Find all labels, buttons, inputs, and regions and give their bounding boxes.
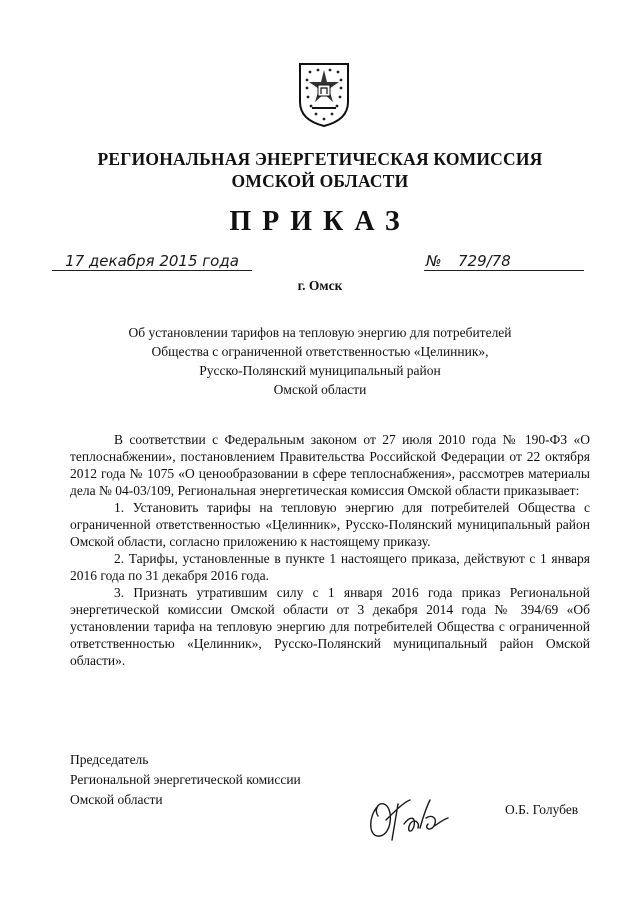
handwritten-number: 729/78 bbox=[458, 252, 511, 270]
subject-line: Общества с ограниченной ответственностью «Целинник», bbox=[151, 344, 489, 359]
organization-name bbox=[0, 148, 640, 192]
subject-line: Об установлении тарифов на тепловую энергию для потребителей bbox=[128, 325, 512, 340]
signatory-position-line1: Председатель bbox=[70, 752, 149, 767]
city-name: г. Омск bbox=[297, 278, 343, 293]
signatory-position-line3: Омской области bbox=[70, 792, 163, 807]
document-title: ПРИКАЗ bbox=[229, 206, 411, 237]
body-paragraph: В соответствии с Федеральным законом от 27 июля 2010 года № 190-ФЗ «О теплоснабжении», постановлением Правительства Российской Федерации от 22 октября 2012 года № 1075 «О ценообразовании в сфере теплоснабжения», рассмотрев материалы дела № 04-03/109, Региональная энергетическая комиссия Омской области приказывает: bbox=[70, 432, 590, 498]
body-paragraph: 1. Установить тарифы на тепловую энергию для потребителей Общества с ограниченной ответственностью «Целинник», Русско-Полянский муниципальный район Омской области, согласно приложению к настоящему приказу. bbox=[70, 500, 590, 549]
organization-name-line1: РЕГИОНАЛЬНАЯ ЭНЕРГЕТИЧЕСКАЯ КОМИССИЯ bbox=[97, 149, 543, 169]
order-body bbox=[70, 431, 590, 669]
signatory-position-line2: Региональной энергетической комиссии bbox=[70, 772, 301, 787]
handwritten-date: 17 декабря 2015 года bbox=[52, 252, 252, 271]
signatory-position bbox=[70, 750, 301, 810]
handwritten-signature bbox=[364, 794, 452, 842]
order-subject bbox=[80, 323, 560, 399]
subject-line: Омской области bbox=[273, 382, 367, 397]
document-number-field bbox=[424, 252, 584, 271]
body-paragraph: 3. Признать утратившим силу с 1 января 2016 года приказ Региональной энергетической комиссии Омской области от 3 декабря 2014 года № 394/69 «Об установлении тарифа на тепловую энергию для потребителей Общества с ограниченной ответственностью «Целинник», Русско-Полянский муниципальный район Омской области». bbox=[70, 585, 590, 668]
coat-of-arms-emblem bbox=[298, 62, 350, 128]
signer-name: О.Б. Голубев bbox=[505, 802, 579, 817]
body-paragraph: 2. Тарифы, установленные в пункте 1 настоящего приказа, действуют с 1 января 2016 года по 31 декабря 2016 года. bbox=[70, 551, 590, 583]
number-sign: № bbox=[426, 252, 442, 270]
subject-line: Русско-Полянский муниципальный район bbox=[199, 363, 441, 378]
organization-name-line2: ОМСКОЙ ОБЛАСТИ bbox=[231, 171, 409, 191]
